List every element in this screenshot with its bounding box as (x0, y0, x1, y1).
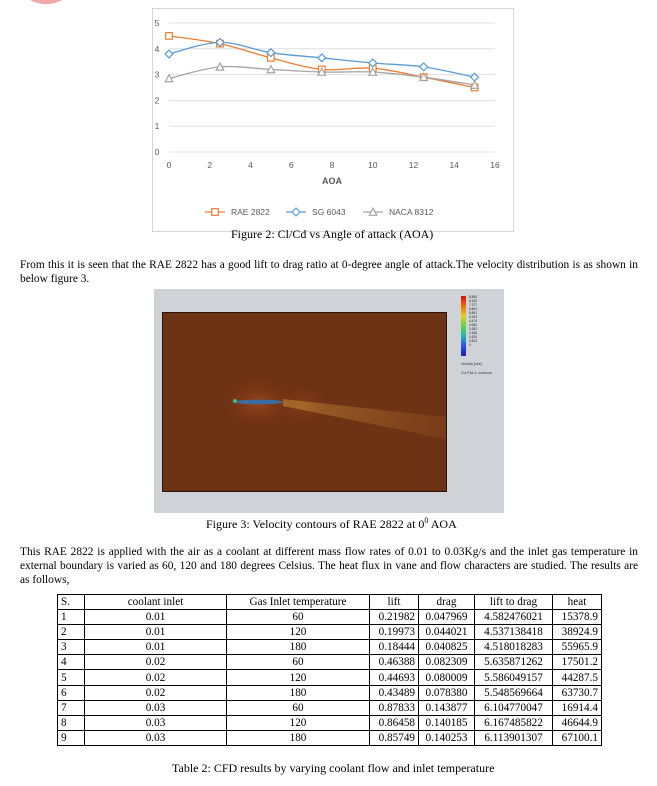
y-tick-label: 1 (154, 121, 160, 132)
table-cell: 0.02 (85, 685, 227, 700)
table-cell: 5.586049157 (475, 670, 553, 685)
table-row (58, 640, 602, 655)
table-cell: 0.19973 (370, 625, 419, 640)
table-cell: 120 (227, 625, 370, 640)
table-cell: 0.03 (85, 715, 227, 730)
table-cell: 4.582476021 (475, 610, 553, 625)
table-header-cell: coolant inlet (85, 595, 227, 610)
table-cell: 0.85749 (370, 730, 419, 745)
chart-canvas (153, 9, 513, 231)
legend-value: 8.840 (469, 295, 477, 299)
x-tick-label: 10 (368, 160, 378, 170)
table-cell: 4.518018283 (475, 640, 553, 655)
table-row (58, 670, 602, 685)
table-cell: 0.078380 (419, 685, 475, 700)
table-cell: 16914.4 (553, 700, 602, 715)
table-cell: 0.01 (85, 610, 227, 625)
x-tick-label: 2 (207, 160, 213, 170)
table-cell: 2 (58, 625, 85, 640)
table-header-cell: lift to drag (475, 595, 553, 610)
table-cell: 180 (227, 640, 370, 655)
table-cell: 0.87833 (370, 700, 419, 715)
legend-marker (292, 208, 300, 216)
velocity-contour-figure (154, 289, 504, 513)
table-cell: 0.44693 (370, 670, 419, 685)
legend-value: 5.153 (469, 315, 477, 319)
y-tick-label: 2 (154, 95, 160, 106)
legend-marker (212, 209, 219, 216)
table-cell: 0.01 (85, 625, 227, 640)
y-tick-label: 4 (154, 43, 160, 54)
header-logo-fragment (10, 0, 96, 8)
data-point (166, 33, 173, 40)
table-cell: 0.18444 (370, 640, 419, 655)
table-cell: 0.044021 (419, 625, 475, 640)
data-point (165, 50, 173, 58)
table-cell: 120 (227, 670, 370, 685)
table-cell: 0.082309 (419, 655, 475, 670)
table-cell: 0.040825 (419, 640, 475, 655)
table-cell: 44287.5 (553, 670, 602, 685)
legend-value: 4.476 (469, 319, 477, 323)
figure2-caption: Figure 2: Cl/Cd vs Angle of attack (AOA) (231, 227, 434, 241)
legend-value: 8.130 (469, 299, 477, 303)
table-cell: 7 (58, 700, 85, 715)
legend-value: 1.626 (469, 335, 477, 339)
x-tick-label: 14 (449, 160, 459, 170)
table-cell: 0.080009 (419, 670, 475, 685)
table-cell: 55965.9 (553, 640, 602, 655)
legend-value: 0 (469, 343, 471, 347)
table-header-cell: heat (553, 595, 602, 610)
legend-value: 5.891 (469, 311, 477, 315)
legend-label: SG 6043 (312, 207, 346, 217)
cl-cd-chart (152, 8, 514, 232)
table-cell: 0.86458 (370, 715, 419, 730)
table-cell: 60 (227, 700, 370, 715)
table-cell: 180 (227, 730, 370, 745)
figure3-caption (206, 516, 457, 532)
table-cell: 120 (227, 715, 370, 730)
contour-domain (162, 312, 447, 492)
table-cell: 1 (58, 610, 85, 625)
legend-value: 4.080 (469, 323, 477, 327)
table-cell: 38924.9 (553, 625, 602, 640)
legend-value: 3.262 (469, 327, 477, 331)
x-tick-label: 6 (288, 160, 294, 170)
table-cell: 46644.9 (553, 715, 602, 730)
table-row (58, 610, 602, 625)
table-cell: 4 (58, 655, 85, 670)
table-cell: 3 (58, 640, 85, 655)
figure3-caption-text: Figure 3: Velocity contours of RAE 2822 at 0 (206, 517, 425, 531)
figure3-caption-tail: AOA (428, 517, 457, 531)
figure3-caption-superscript: 0 (424, 516, 429, 525)
velocity-legend-subtitle: Cut Plot 1: contours (461, 371, 492, 375)
table-cell: 15378.9 (553, 610, 602, 625)
table-header-cell: S. (58, 595, 85, 610)
table-cell: 0.140253 (419, 730, 475, 745)
table-row (58, 685, 602, 700)
data-point (420, 63, 428, 71)
table-cell: 0.02 (85, 655, 227, 670)
table-row (58, 715, 602, 730)
cfd-results-table (57, 594, 602, 746)
velocity-legend-title: Velocity [m/s] (461, 362, 482, 366)
table-cell: 60 (227, 655, 370, 670)
x-tick-label: 12 (408, 160, 419, 170)
table-header-cell: Gas Inlet temperature (227, 595, 370, 610)
table-cell: 5.635871262 (475, 655, 553, 670)
velocity-legend-values (469, 295, 477, 347)
contour-flow-plot (163, 313, 446, 491)
table-cell: 9 (58, 730, 85, 745)
x-tick-label: 4 (248, 160, 253, 170)
data-point (318, 54, 326, 62)
x-tick-label: 16 (490, 160, 500, 170)
table-row (58, 625, 602, 640)
legend-value: 6.604 (469, 307, 477, 311)
table-cell: 0.43489 (370, 685, 419, 700)
legend-value: 2.436 (469, 331, 477, 335)
table-row (58, 655, 602, 670)
table-cell: 0.143877 (419, 700, 475, 715)
table-row (58, 730, 602, 745)
table-cell: 6.104770047 (475, 700, 553, 715)
table-header-row (58, 595, 602, 610)
table-cell: 0.140185 (419, 715, 475, 730)
table-cell: 180 (227, 685, 370, 700)
velocity-legend-bar (461, 296, 466, 356)
table-cell: 6.113901307 (475, 730, 553, 745)
table-header-cell: drag (419, 595, 475, 610)
table-cell: 0.01 (85, 640, 227, 655)
table-cell: 0.02 (85, 670, 227, 685)
table-cell: 0.047969 (419, 610, 475, 625)
x-tick-label: 8 (329, 160, 335, 170)
table-cell: 0.46388 (370, 655, 419, 670)
table-cell: 63730.7 (553, 685, 602, 700)
y-tick-label: 0 (154, 147, 160, 157)
table-cell: 0.03 (85, 730, 227, 745)
table-cell: 5.548569664 (475, 685, 553, 700)
legend-label: RAE 2822 (231, 207, 270, 217)
table-row (58, 700, 602, 715)
y-tick-label: 3 (154, 69, 160, 80)
table-cell: 60 (227, 610, 370, 625)
paragraph-coolant: This RAE 2822 is applied with the air as a coolant at different mass flow rates of 0.01 to 0.03Kg/s and the inlet gas temperature in external boundary is varied as 60, 120 and 180 degrees Celsius. The heat flux in vane and flow characters are studied. The results are as follows, (20, 546, 638, 586)
airfoil-shape (235, 400, 283, 405)
table-cell: 0.21982 (370, 610, 419, 625)
legend-value: 7.377 (469, 303, 477, 307)
table-cell: 4.537138418 (475, 625, 553, 640)
table-cell: 5 (58, 670, 85, 685)
legend-label: NACA 8312 (389, 207, 434, 217)
table-cell: 67100.1 (553, 730, 602, 745)
table-cell: 6 (58, 685, 85, 700)
table-cell: 6.167485822 (475, 715, 553, 730)
x-tick-label: 0 (166, 160, 172, 170)
table2-caption: Table 2: CFD results by varying coolant flow and inlet temperature (172, 761, 495, 775)
x-axis-title: AOA (322, 176, 342, 186)
y-tick-label: 5 (154, 18, 160, 28)
paragraph-velocity-intro: From this it is seen that the RAE 2822 has a good lift to drag ratio at 0-degree angle of attack.The velocity distribution is as shown in below figure 3. (20, 259, 638, 285)
table-cell: 0.03 (85, 700, 227, 715)
table-cell: 17501.2 (553, 655, 602, 670)
table-header-cell: lift (370, 595, 419, 610)
legend-value: 0.813 (469, 339, 477, 343)
table-cell: 8 (58, 715, 85, 730)
